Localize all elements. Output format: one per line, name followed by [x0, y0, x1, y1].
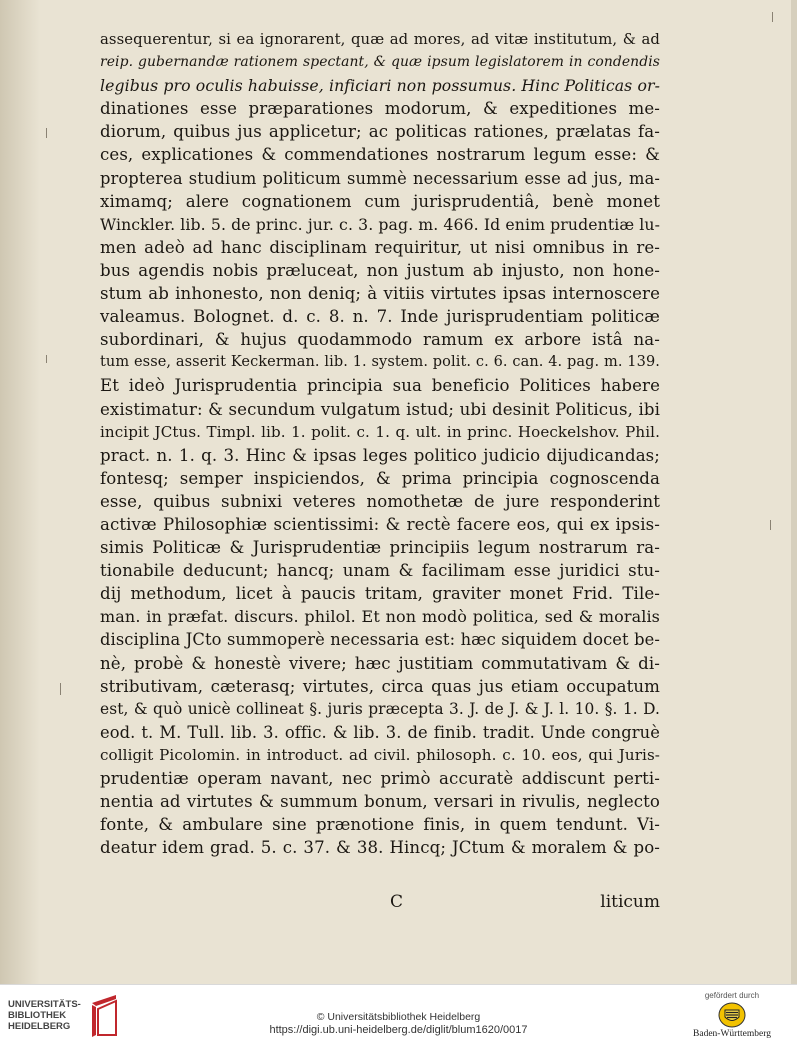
text-line: colligit Picolomin. in introduct. ad civil. philosoph. c. 10. eos, qui Juris- — [100, 745, 660, 764]
text-line: eod. t. M. Tull. lib. 3. offic. & lib. 3. de finib. tradit. Unde congruè — [100, 722, 660, 742]
text-line: propterea studium politicum summè necessarium esse ad jus, ma- — [100, 168, 660, 188]
margin-mark — [772, 12, 773, 22]
text-line: ces, explicationes & commendationes nostrarum legum esse: & — [100, 145, 660, 165]
text-line: Et ideò Jurisprudentia principia sua beneficio Politices habere — [100, 376, 660, 396]
text-line: simis Politicæ & Jurisprudentiæ principiis legum nostrarum ra- — [100, 538, 660, 558]
text-line: existimatur: & secundum vulgatum istud; ubi desinit Politicus, ibi — [100, 399, 660, 419]
text-line: pract. n. 1. q. 3. Hinc & ipsas leges politico judicio dijudicandas; — [100, 445, 660, 465]
text-line: legibus pro oculis habuisse, inficiari non possumus. Hinc Politicas or- — [100, 76, 660, 96]
text-line: esse, quibus subnixi veteres nomothetæ de jure responderint — [100, 491, 660, 511]
text-line: incipit JCtus. Timpl. lib. 1. polit. c. 1. q. ult. in princ. Hoeckelshov. Phil. — [100, 422, 660, 441]
text-line: ximamq; alere cognationem cum jurisprudentiâ, benè monet — [100, 191, 660, 211]
text-line: dij methodum, licet à paucis tritam, graviter monet Frid. Tile- — [100, 584, 660, 604]
text-line: nè, probè & honestè vivere; hæc justitiam commutativam & di- — [100, 653, 660, 673]
funder-label: gefördert durch — [704, 991, 760, 1000]
text-line: prudentiæ operam navant, nec primò accuratè addiscunt perti- — [100, 769, 660, 788]
margin-mark — [770, 520, 771, 530]
text-line: man. in præfat. discurs. philol. Et non modò politica, sed & moralis — [100, 607, 660, 627]
coat-of-arms-icon — [717, 1002, 747, 1028]
copyright-notice: © Universitätsbibliothek Heidelberg https://digi.ub.uni-heidelberg.de/diglit/blum1620/0017 — [0, 1011, 797, 1037]
text-line: tionabile deducunt; hancq; unam & facilimam esse juridici stu- — [100, 561, 660, 581]
text-line: assequerentur, si ea ignorarent, quæ ad mores, ad vitæ institutum, & ad — [100, 31, 660, 48]
gutter-shadow — [0, 0, 40, 984]
margin-mark — [60, 683, 61, 695]
text-line: deatur idem grad. 5. c. 37. & 38. Hincq; JCtum & moralem & po- — [100, 838, 660, 858]
page-edge — [791, 0, 797, 984]
page-foot — [100, 892, 660, 916]
signature-mark: C — [390, 892, 404, 912]
text-line: stum ab inhonesto, non deniq; à vitiis virtutes ipsas internoscere — [100, 284, 660, 304]
text-line: reip. gubernandæ rationem spectant, & quæ ipsum legislatorem in condendis — [100, 54, 660, 71]
text-line: subordinari, & hujus quodammodo ramum ex arbore istâ na- — [100, 330, 660, 350]
text-line: est, & quò unicè collineat §. juris præcepta 3. J. de J. & J. l. 10. §. 1. D. — [100, 699, 660, 718]
text-line: disciplina JCto summoperè necessaria est: hæc siquidem docet be- — [100, 630, 660, 650]
text-line: dinationes esse præparationes modorum, & expeditiones me- — [100, 99, 660, 119]
text-line: stributivam, cæterasq; virtutes, circa quas jus etiam occupatum — [100, 676, 660, 696]
text-line: valeamus. Bolognet. d. c. 8. n. 7. Inde jurisprudentiam politicæ — [100, 307, 660, 327]
library-name: UNIVERSITÄTS- BIBLIOTHEK HEIDELBERG — [8, 999, 81, 1032]
funder-name: Baden-Württemberg — [693, 1029, 771, 1039]
text-line: men adeò ad hanc disciplinam requiritur, ut nisi omnibus in re- — [100, 237, 660, 257]
text-line: Winckler. lib. 5. de princ. jur. c. 3. pag. m. 466. Id enim prudentiæ lu- — [100, 214, 660, 234]
text-line: fontesq; semper inspiciendos, & prima principia cognoscenda — [100, 468, 660, 488]
text-line: tum esse, asserit Keckerman. lib. 1. system. polit. c. 6. can. 4. pag. m. 139. — [100, 354, 660, 371]
text-line: activæ Philosophiæ scientissimi: & rectè facere eos, qui ex ipsis- — [100, 514, 660, 534]
text-line: fonte, & ambulare sine prænotione finis, in quem tendunt. Vi- — [100, 815, 660, 835]
margin-mark — [46, 355, 47, 363]
funder-block — [687, 991, 777, 1039]
text-line: bus agendis nobis præluceat, non justum ab injusto, non hone- — [100, 260, 660, 280]
permalink-url[interactable]: https://digi.ub.uni-heidelberg.de/diglit/blum1620/0017 — [269, 1024, 528, 1036]
catchword: liticum — [600, 892, 660, 912]
text-line: nentia ad virtutes & summum bonum, versari in rivulis, neglecto — [100, 792, 660, 812]
text-line: diorum, quibus jus applicetur; ac politicas rationes, prælatas fa- — [100, 122, 660, 142]
margin-mark — [46, 128, 47, 138]
page-text — [100, 28, 660, 859]
viewer-footer — [0, 984, 797, 1047]
